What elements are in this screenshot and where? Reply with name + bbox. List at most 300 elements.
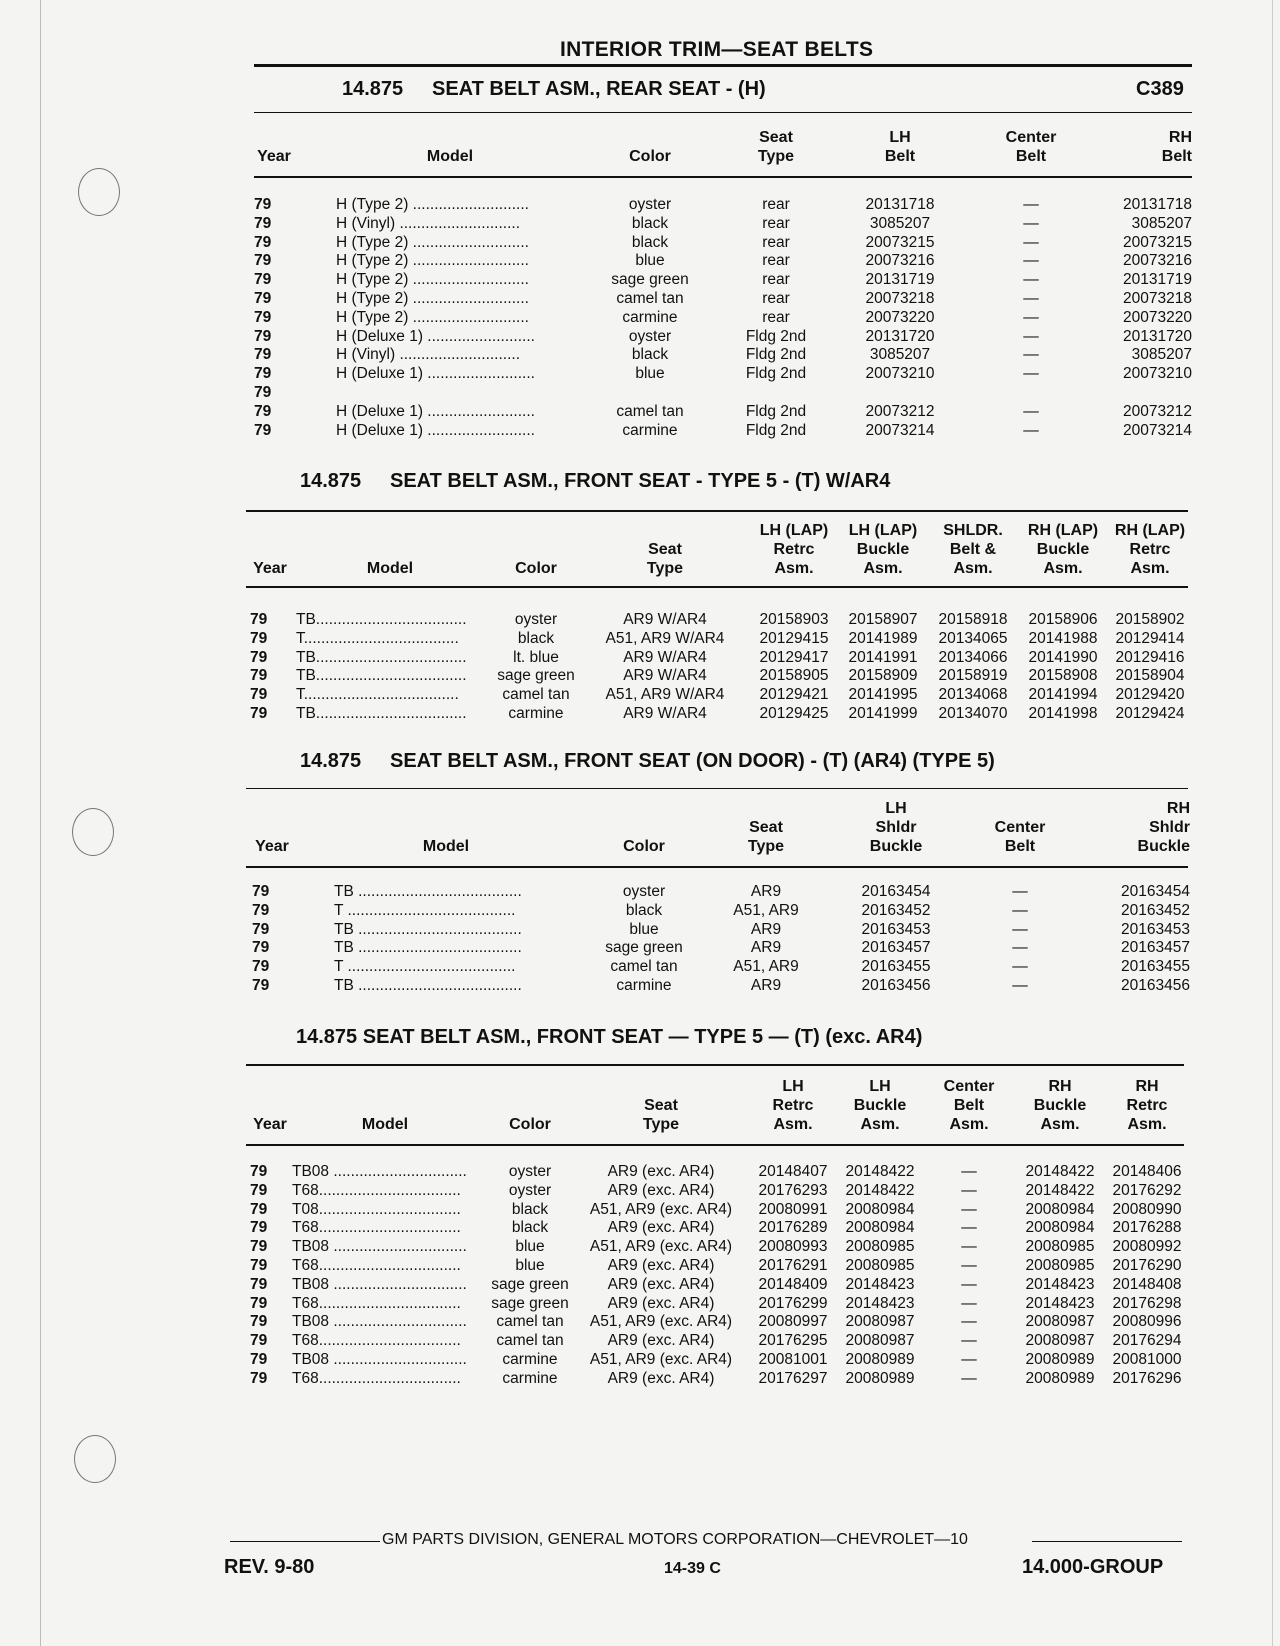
cell-c5: 20081000	[1112, 1350, 1182, 1368]
cell-model: H (Vinyl) ............................	[336, 214, 521, 232]
cell-color: black	[631, 233, 669, 251]
s4-header-year: Year	[253, 1116, 287, 1133]
footer-revision: REV. 9-80	[224, 1556, 315, 1578]
cell-c3: 20158919	[938, 667, 1008, 685]
cell-c5: 20148406	[1112, 1163, 1182, 1180]
cell-seat: A51, AR9	[733, 901, 799, 919]
cell-model: T....................................	[296, 629, 459, 647]
cell-year: 79	[250, 1313, 268, 1331]
cell-c5: 20176288	[1112, 1219, 1182, 1237]
page-title: INTERIOR TRIM—SEAT BELTS	[560, 38, 874, 61]
cell-year: 79	[250, 1256, 268, 1274]
section-1-code: C389	[1136, 78, 1184, 100]
table-row	[246, 939, 1190, 958]
cell-c5: 20080990	[1112, 1200, 1182, 1218]
cell-seat: AR9 W/AR4	[623, 667, 707, 685]
table-row	[246, 1351, 1186, 1370]
cell-c3: —	[961, 1294, 977, 1312]
cell-rh: 20163452	[1121, 901, 1190, 919]
table-row	[246, 1276, 1186, 1295]
cell-seat: AR9 (exc. AR4)	[607, 1294, 715, 1312]
cell-c3: 20134065	[938, 629, 1008, 647]
cell-center: —	[1023, 233, 1039, 251]
cell-c2: 20080989	[845, 1369, 915, 1387]
cell-c3: 20158918	[938, 611, 1008, 628]
table-row	[246, 649, 1190, 668]
s2-header-c5: RH (LAP) Retrc Asm.	[1114, 522, 1186, 577]
section-3-heading	[300, 750, 995, 773]
cell-color: black	[625, 901, 663, 919]
cell-seat: rear	[762, 289, 790, 307]
table-row	[246, 1182, 1186, 1201]
cell-rh: 20073218	[1123, 289, 1192, 307]
footer-rule-right	[1032, 1541, 1182, 1542]
cell-color: camel tan	[496, 1332, 564, 1350]
cell-year: 79	[254, 289, 272, 307]
cell-seat: AR9	[750, 920, 782, 938]
cell-c3: —	[961, 1313, 977, 1331]
cell-c5: 20129420	[1115, 686, 1185, 704]
cell-center: —	[1023, 214, 1039, 232]
page-edge-right	[1272, 0, 1273, 1646]
cell-seat: A51, AR9 (exc. AR4)	[589, 1313, 733, 1331]
cell-c1: 20081001	[758, 1350, 828, 1368]
cell-c3: 20134066	[938, 648, 1008, 666]
cell-model: TB...................................	[296, 611, 467, 628]
cell-c1: 20148407	[758, 1163, 828, 1180]
cell-year: 79	[252, 939, 270, 957]
cell-center: —	[1012, 920, 1028, 938]
cell-c2: 20080987	[845, 1313, 915, 1331]
cell-c1: 20080993	[758, 1238, 828, 1256]
s4-header-seat: Seat Type	[642, 1097, 680, 1133]
cell-lh: 20163454	[861, 883, 931, 900]
cell-model: H (Type 2) ...........................	[336, 233, 529, 251]
cell-color: oyster	[508, 1181, 552, 1199]
section-3-table	[246, 883, 1190, 996]
table-row	[246, 958, 1190, 977]
cell-color: camel tan	[502, 686, 570, 704]
cell-color: camel tan	[496, 1313, 564, 1331]
cell-rh: 20073212	[1123, 402, 1192, 420]
table-row	[246, 1201, 1186, 1220]
s3-header-seat: Seat Type	[747, 819, 785, 855]
s2-header-c1: LH (LAP) Retrc Asm.	[759, 522, 829, 577]
cell-model: T .......................................	[334, 958, 516, 976]
s4-header-model: Model	[361, 1116, 409, 1133]
cell-model: T68.................................	[292, 1332, 461, 1350]
cell-c3: —	[961, 1275, 977, 1293]
cell-rh: 20073215	[1123, 233, 1192, 251]
cell-seat: rear	[762, 308, 790, 326]
cell-model: H (Deluxe 1) .........................	[336, 365, 535, 383]
cell-c1: 20176297	[758, 1369, 828, 1387]
cell-rh: 20073214	[1123, 421, 1192, 439]
s1-header-seat: Seat Type	[757, 129, 795, 165]
cell-c5: 20176296	[1112, 1369, 1182, 1387]
cell-lh: 20073220	[865, 308, 935, 326]
cell-c2: 20158909	[848, 667, 918, 685]
cell-c5: 20129416	[1115, 648, 1185, 666]
s1-header-lh: LH Belt	[884, 129, 916, 165]
cell-color: sage green	[497, 667, 575, 685]
cell-center: —	[1012, 976, 1028, 994]
cell-center: —	[1012, 901, 1028, 919]
cell-color: sage green	[491, 1294, 569, 1312]
s2-header-c2: LH (LAP) Buckle Asm.	[848, 522, 918, 577]
table-row	[246, 902, 1190, 921]
cell-center: —	[1023, 252, 1039, 270]
cell-c3: —	[961, 1219, 977, 1237]
cell-c5: 20148408	[1112, 1275, 1182, 1293]
cell-rh: 20131719	[1123, 271, 1192, 289]
cell-c4: 20080989	[1025, 1350, 1095, 1368]
cell-c3: —	[961, 1200, 977, 1218]
cell-c1: 20176289	[758, 1219, 828, 1237]
cell-model: H (Type 2) ...........................	[336, 196, 529, 213]
table-row	[246, 1332, 1186, 1351]
cell-c2: 20141991	[848, 648, 918, 666]
cell-model: T68.................................	[292, 1256, 461, 1274]
s2-header-c3: SHLDR. Belt & Asm.	[943, 522, 1003, 577]
cell-lh: 20163455	[861, 958, 931, 976]
section-4-table	[246, 1163, 1186, 1389]
s2-header-color: Color	[515, 560, 557, 577]
table-row	[246, 1163, 1186, 1182]
cell-seat: Fldg 2nd	[745, 346, 807, 364]
cell-year: 79	[254, 365, 272, 383]
binder-hole-middle	[72, 808, 114, 856]
cell-c2: 20148422	[845, 1181, 915, 1199]
cell-c4: 20141988	[1028, 629, 1098, 647]
cell-model: T68.................................	[292, 1294, 461, 1312]
table-row	[246, 921, 1190, 940]
cell-c4: 20080984	[1025, 1200, 1095, 1218]
cell-seat: rear	[762, 233, 790, 251]
section-4-title: SEAT BELT ASM., FRONT SEAT — TYPE 5 — (T) (exc. AR4)	[362, 1026, 923, 1048]
cell-c2: 20141999	[848, 704, 918, 722]
section-3-title: SEAT BELT ASM., FRONT SEAT (ON DOOR) - (T) (AR4) (TYPE 5)	[390, 750, 995, 772]
cell-seat: AR9 (exc. AR4)	[607, 1256, 715, 1274]
cell-rh: 20163457	[1121, 939, 1190, 957]
cell-c2: 20141995	[848, 686, 918, 704]
s1-header-rh: RH Belt	[1161, 129, 1192, 165]
cell-c5: 20176290	[1112, 1256, 1182, 1274]
section-1-table	[254, 196, 1194, 440]
cell-center: —	[1012, 958, 1028, 976]
section-3-top-rule	[246, 788, 1188, 789]
s1-header-model: Model	[426, 148, 474, 165]
cell-center: —	[1012, 939, 1028, 957]
cell-color: oyster	[628, 327, 672, 345]
table-row	[254, 328, 1194, 347]
section-1-title: SEAT BELT ASM., REAR SEAT - (H)	[432, 78, 766, 100]
cell-c3: —	[961, 1238, 977, 1256]
cell-seat: A51, AR9 (exc. AR4)	[589, 1200, 733, 1218]
cell-model: TB ......................................	[334, 883, 522, 900]
cell-c2: 20080985	[845, 1256, 915, 1274]
cell-model: TB08 ...............................	[292, 1313, 467, 1331]
table-row	[246, 667, 1190, 686]
table-row	[254, 290, 1194, 309]
binder-hole-top	[78, 168, 120, 216]
s2-header-year: Year	[253, 560, 287, 577]
section-1-top-rule	[254, 112, 1192, 113]
cell-c5: 20080996	[1112, 1313, 1182, 1331]
table-row	[246, 1295, 1186, 1314]
cell-color: carmine	[502, 1369, 558, 1387]
cell-year: 79	[254, 233, 272, 251]
cell-c3: —	[961, 1369, 977, 1387]
cell-model: T....................................	[296, 686, 459, 704]
cell-lh: 20131719	[865, 271, 935, 289]
cell-center: —	[1023, 289, 1039, 307]
table-row	[254, 252, 1194, 271]
cell-c5: 20158902	[1115, 611, 1185, 628]
cell-seat: Fldg 2nd	[745, 402, 807, 420]
cell-c4: 20080987	[1025, 1313, 1095, 1331]
section-2-table	[246, 611, 1190, 724]
cell-seat: A51, AR9	[733, 958, 799, 976]
cell-model: T68.................................	[292, 1219, 461, 1237]
cell-model: T .......................................	[334, 901, 516, 919]
cell-seat: AR9 (exc. AR4)	[607, 1332, 715, 1350]
cell-lh: 20131720	[865, 327, 935, 345]
s1-header-center: Center Belt	[1005, 129, 1057, 165]
cell-model: H (Type 2) ...........................	[336, 289, 529, 307]
section-4-heading	[296, 1026, 922, 1049]
cell-c4: 20080985	[1025, 1238, 1095, 1256]
cell-c4: 20148422	[1025, 1181, 1095, 1199]
cell-rh: 20163454	[1121, 883, 1190, 900]
cell-seat: Fldg 2nd	[745, 327, 807, 345]
table-row	[254, 196, 1194, 215]
cell-year: 79	[250, 648, 268, 666]
cell-model: TB08 ...............................	[292, 1275, 467, 1293]
cell-model: TB ......................................	[334, 920, 522, 938]
cell-year: 79	[250, 667, 268, 685]
cell-color: sage green	[605, 939, 683, 957]
cell-center: —	[1023, 327, 1039, 345]
cell-color: blue	[515, 1256, 545, 1274]
cell-rh: 20073216	[1123, 252, 1192, 270]
table-row	[246, 705, 1190, 724]
cell-lh: 20073218	[865, 289, 935, 307]
cell-year: 79	[250, 686, 268, 704]
cell-seat: A51, AR9 W/AR4	[605, 686, 725, 704]
table-row	[246, 977, 1190, 996]
cell-model: H (Type 2) ...........................	[336, 271, 529, 289]
cell-seat: AR9	[750, 883, 782, 900]
cell-seat: Fldg 2nd	[745, 365, 807, 383]
cell-c4: 20141998	[1028, 704, 1098, 722]
cell-year: 79	[252, 883, 270, 900]
cell-c4: 20158908	[1028, 667, 1098, 685]
table-row	[254, 384, 1194, 403]
cell-model: TB08 ...............................	[292, 1350, 467, 1368]
table-row	[246, 686, 1190, 705]
cell-model: T68.................................	[292, 1181, 461, 1199]
cell-lh: 20163456	[861, 976, 931, 994]
cell-year: 79	[254, 308, 272, 326]
cell-c2: 20141989	[848, 629, 918, 647]
cell-c2: 20080989	[845, 1350, 915, 1368]
cell-lh: 20073214	[865, 421, 935, 439]
cell-seat: Fldg 2nd	[745, 421, 807, 439]
cell-color: carmine	[622, 421, 678, 439]
section-3-header-rule	[246, 866, 1188, 868]
cell-rh: 3085207	[1131, 346, 1192, 364]
cell-color: black	[631, 346, 669, 364]
cell-c4: 20158906	[1028, 611, 1098, 628]
cell-year: 79	[254, 402, 272, 420]
table-row	[254, 346, 1194, 365]
cell-year: 79	[254, 327, 272, 345]
section-2-top-rule	[246, 510, 1188, 512]
cell-seat: rear	[762, 252, 790, 270]
cell-c2: 20148422	[845, 1163, 915, 1180]
cell-year: 79	[250, 1163, 268, 1180]
cell-c5: 20176298	[1112, 1294, 1182, 1312]
cell-year: 79	[250, 1219, 268, 1237]
cell-color: black	[511, 1200, 549, 1218]
cell-rh: 20131720	[1123, 327, 1192, 345]
cell-year: 79	[252, 901, 270, 919]
cell-seat: AR9	[750, 976, 782, 994]
cell-center: —	[1023, 402, 1039, 420]
cell-color: sage green	[491, 1275, 569, 1293]
table-row	[246, 1219, 1186, 1238]
cell-c1: 20158903	[759, 611, 829, 628]
cell-c4: 20141990	[1028, 648, 1098, 666]
table-row	[246, 1370, 1186, 1389]
cell-year: 79	[254, 214, 272, 232]
cell-c4: 20080987	[1025, 1332, 1095, 1350]
cell-c3: —	[961, 1256, 977, 1274]
cell-c2: 20080984	[845, 1200, 915, 1218]
table-row	[246, 883, 1190, 902]
section-2-number: 14.875	[300, 470, 362, 492]
cell-color: carmine	[502, 1350, 558, 1368]
cell-seat: AR9 (exc. AR4)	[607, 1275, 715, 1293]
cell-c1: 20176293	[758, 1181, 828, 1199]
table-row	[254, 365, 1194, 384]
cell-year: 79	[250, 1275, 268, 1293]
cell-year: 79	[254, 421, 272, 439]
s3-header-year: Year	[255, 838, 289, 855]
cell-center: —	[1023, 308, 1039, 326]
cell-year: 79	[254, 346, 272, 364]
table-row	[254, 271, 1194, 290]
cell-model: H (Type 2) ...........................	[336, 308, 529, 326]
cell-c1: 20080997	[758, 1313, 828, 1331]
s3-header-model: Model	[422, 838, 470, 855]
s4-header-c2: LH Buckle Asm.	[853, 1078, 907, 1133]
section-1-header-rule	[254, 176, 1192, 178]
cell-seat: A51, AR9 (exc. AR4)	[589, 1350, 733, 1368]
cell-c4: 20080985	[1025, 1256, 1095, 1274]
cell-seat: AR9 (exc. AR4)	[607, 1181, 715, 1199]
cell-center: —	[1023, 346, 1039, 364]
cell-seat: AR9	[750, 939, 782, 957]
s3-header-center: Center Belt	[994, 819, 1046, 855]
cell-year: 79	[250, 1200, 268, 1218]
cell-lh: 20131718	[865, 196, 935, 213]
s2-header-c4: RH (LAP) Buckle Asm.	[1027, 522, 1099, 577]
cell-year: 79	[252, 958, 270, 976]
cell-color: carmine	[622, 308, 678, 326]
page-edge-left	[40, 0, 41, 1646]
cell-lh: 20163457	[861, 939, 931, 957]
cell-year: 79	[250, 1369, 268, 1387]
cell-seat: A51, AR9 W/AR4	[605, 629, 725, 647]
cell-center: —	[1023, 421, 1039, 439]
cell-c4: 20148423	[1025, 1275, 1095, 1293]
cell-c2: 20080984	[845, 1219, 915, 1237]
cell-rh: 3085207	[1131, 214, 1192, 232]
cell-rh: 20073210	[1123, 365, 1192, 383]
cell-color: lt. blue	[513, 648, 559, 666]
cell-seat: AR9 W/AR4	[623, 704, 707, 722]
cell-year: 79	[250, 1238, 268, 1256]
cell-c1: 20129421	[759, 686, 829, 704]
cell-year: 79	[250, 629, 268, 647]
cell-c4: 20080984	[1025, 1219, 1095, 1237]
table-row	[254, 403, 1194, 422]
cell-year: 79	[250, 1294, 268, 1312]
cell-lh: 20163453	[861, 920, 931, 938]
cell-c2: 20148423	[845, 1275, 915, 1293]
cell-model: T68.................................	[292, 1369, 461, 1387]
cell-c1: 20158905	[759, 667, 829, 685]
cell-color: carmine	[508, 704, 564, 722]
cell-seat: AR9 (exc. AR4)	[607, 1163, 715, 1180]
cell-lh: 20073210	[865, 365, 935, 383]
cell-color: carmine	[616, 976, 672, 994]
cell-seat: AR9 (exc. AR4)	[607, 1369, 715, 1387]
cell-c1: 20129417	[759, 648, 829, 666]
cell-c4: 20148423	[1025, 1294, 1095, 1312]
table-row	[254, 422, 1194, 441]
table-row	[246, 1313, 1186, 1332]
cell-model: TB...................................	[296, 704, 467, 722]
cell-c3: —	[961, 1163, 977, 1180]
title-rule	[254, 64, 1192, 67]
section-2-heading	[300, 470, 890, 493]
cell-color: blue	[515, 1238, 545, 1256]
cell-c1: 20176295	[758, 1332, 828, 1350]
cell-color: camel tan	[610, 958, 678, 976]
cell-model: TB08 ...............................	[292, 1238, 467, 1256]
cell-rh: 20163453	[1121, 920, 1190, 938]
cell-color: sage green	[611, 271, 689, 289]
cell-model: TB ......................................	[334, 976, 522, 994]
cell-c4: 20141994	[1028, 686, 1098, 704]
cell-lh: 3085207	[869, 214, 931, 232]
cell-year: 79	[250, 704, 268, 722]
cell-color: black	[517, 629, 555, 647]
cell-year: 79	[250, 1332, 268, 1350]
cell-seat: rear	[762, 214, 790, 232]
cell-year: 79	[250, 611, 268, 628]
s1-header-year: Year	[257, 148, 291, 165]
cell-color: blue	[635, 365, 665, 383]
cell-color: blue	[635, 252, 665, 270]
cell-rh: 20163456	[1121, 976, 1190, 994]
cell-c5: 20129414	[1115, 629, 1185, 647]
cell-c3: —	[961, 1181, 977, 1199]
s4-header-c1: LH Retrc Asm.	[772, 1078, 814, 1133]
